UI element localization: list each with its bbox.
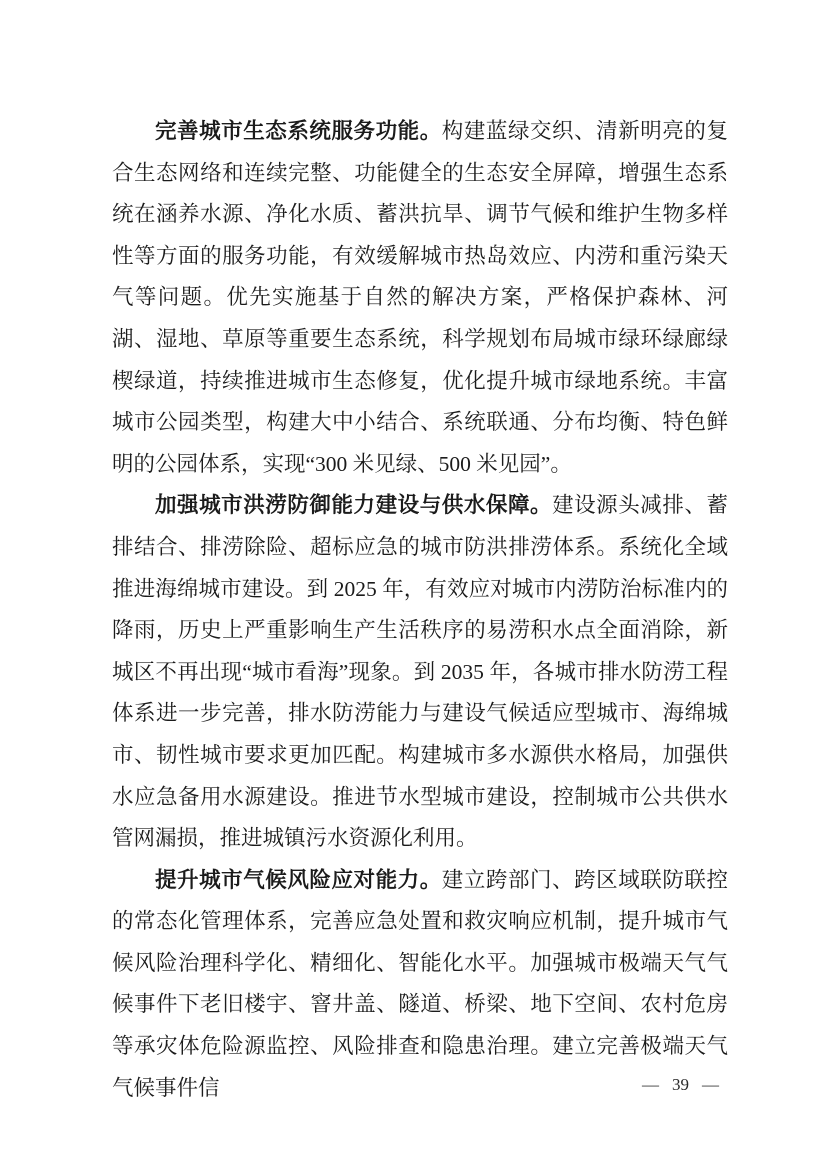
paragraph-ecosystem-services	[112, 111, 728, 485]
document-body	[112, 111, 728, 1109]
paragraph-lead-bold: 完善城市生态系统服务功能。	[155, 119, 442, 143]
paragraph-text: 建立跨部门、跨区域联防联控的常态化管理体系，完善应急处置和救灾响应机制，提升城市气候风险治理科学化、精细化、智能化水平。加强城市极端天气气候事件下老旧楼宇、窨井盖、隧道、桥梁、地下空间、农村危房等承灾体危险源监控、风险排查和隐患治理。建立完善极端天气气候事件信	[112, 867, 728, 1100]
paragraph-text: 构建蓝绿交织、清新明亮的复合生态网络和连续完整、功能健全的生态安全屏障，增强生态系统在涵养水源、净化水质、蓄洪抗旱、调节气候和维护生物多样性等方面的服务功能，有效缓解城市热岛效应、内涝和重污染天气等问题。优先实施基于自然的解决方案，严格保护森林、河湖、湿地、草原等重要生态系统，科学规划布局城市绿环绿廊绿楔绿道，持续推进城市生态修复，优化提升城市绿地系统。丰富城市公园类型，构建大中小结合、系统联通、分布均衡、特色鲜明的公园体系，实现“300 米见绿、500 米见园”。	[112, 119, 728, 476]
footer-dash-left: —	[642, 1075, 659, 1094]
paragraph-text: 建设源头减排、蓄排结合、排涝除险、超标应急的城市防洪排涝体系。系统化全域推进海绵城市建设。到 2025 年，有效应对城市内涝防治标准内的降雨，历史上严重影响生产生活秩序的易涝积水点全面消除，新城区不再出现“城市看海”现象。到 2035 年，各城市排水防涝工程体系进一步完善，排水防涝能力与建设气候适应型城市、海绵城市、韧性城市要求更加匹配。构建城市多水源供水格局，加强供水应急备用水源建设。推进节水型城市建设，控制城市公共供水管网漏损，推进城镇污水资源化利用。	[112, 493, 728, 851]
footer-dash-right: —	[702, 1075, 719, 1094]
paragraph-flood-defense-water-supply	[112, 485, 728, 859]
paragraph-climate-risk-response	[112, 860, 728, 1110]
paragraph-lead-bold: 加强城市洪涝防御能力建设与供水保障。	[155, 493, 553, 518]
paragraph-lead-bold: 提升城市气候风险应对能力。	[155, 867, 442, 892]
page-footer	[642, 1073, 719, 1097]
page-number: 39	[672, 1075, 689, 1094]
